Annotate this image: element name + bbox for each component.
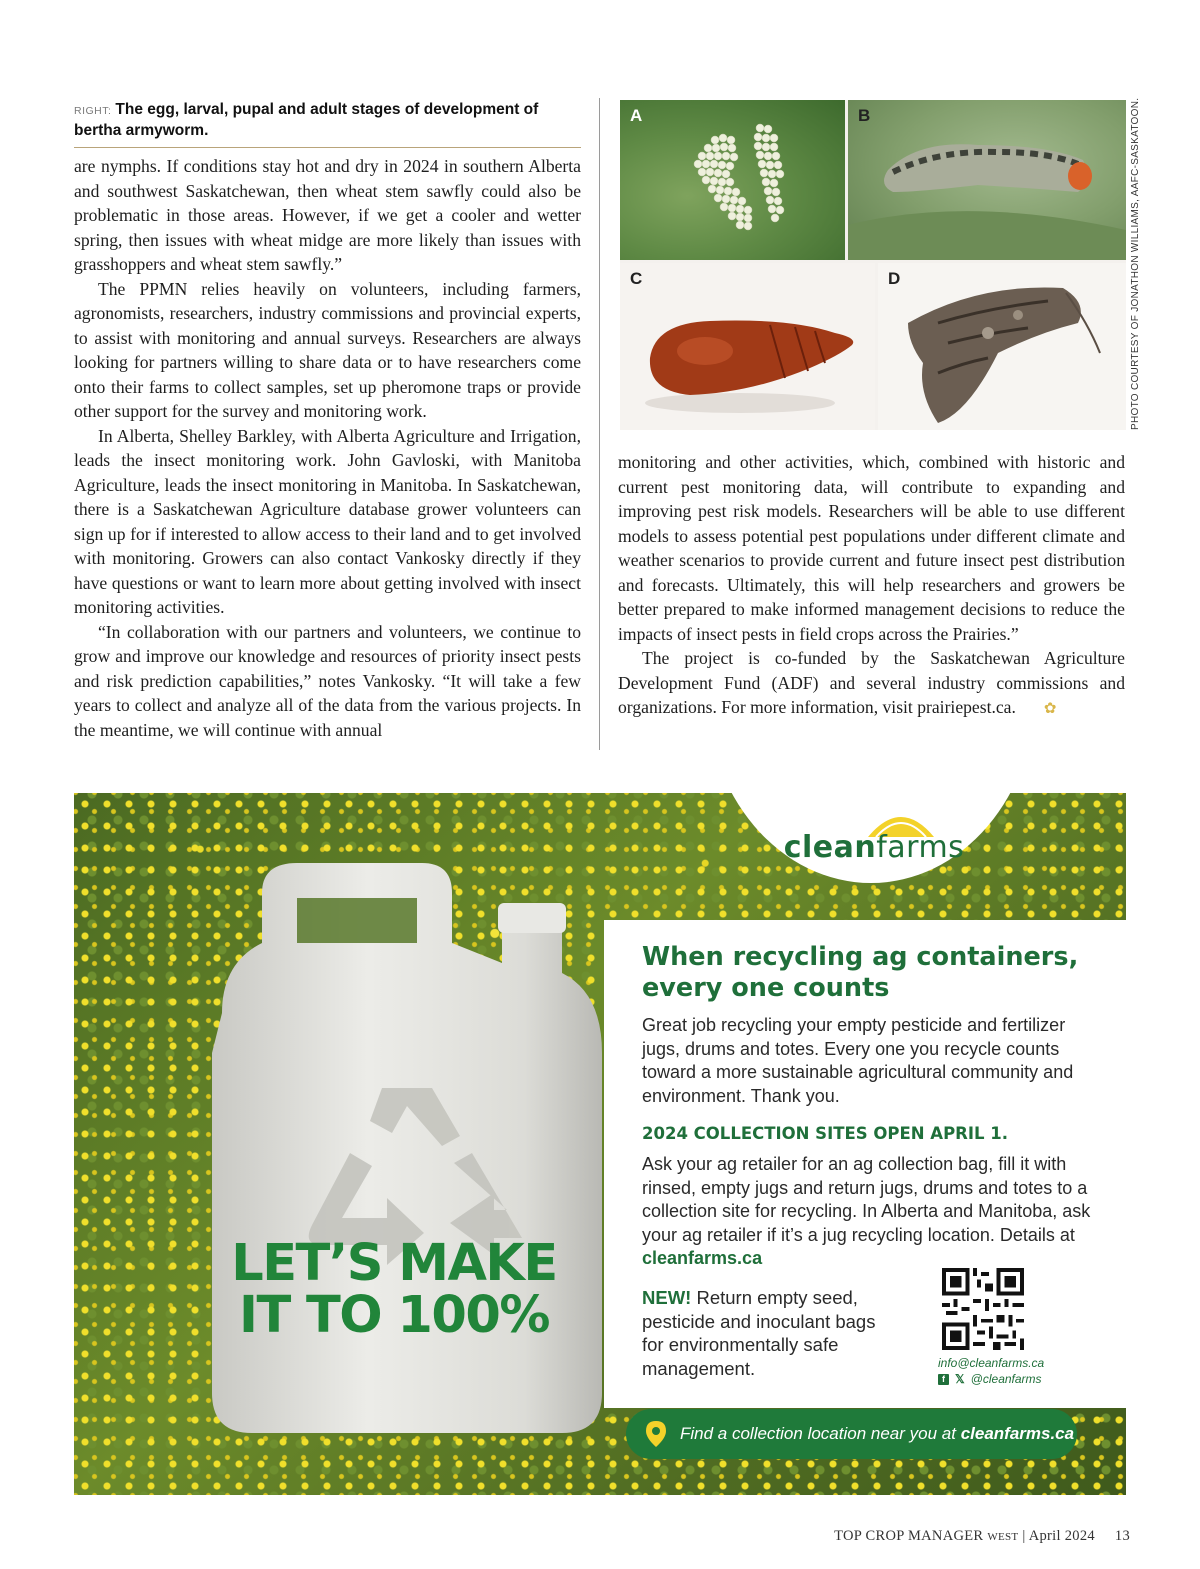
find-location-banner[interactable]: [626, 1409, 1077, 1459]
ad-body-2-text: Ask your ag retailer for an ag collection bag, fill it with rinsed, empty jugs and return jugs, drums and totes to a collection site for recycling. In Alberta and Manitoba, ask your ag retailer if it’s a jug recycling location. Details at: [642, 1154, 1091, 1245]
paragraph: are nymphs. If conditions stay hot and dry in 2024 in southern Alberta and southwest Saskatchewan, then wheat stem sawfly could also be problematic in those areas. However, if we get a cooler and wetter spring, then issues with wheat midge are more likely than issues with grasshoppers and wheat stem sawfly.”: [74, 156, 581, 274]
cta-text: [680, 1424, 1074, 1444]
page-footer: [790, 1528, 1130, 1545]
eggs-illustration: [620, 100, 845, 260]
column-divider: [599, 98, 600, 750]
photo-moth: [878, 263, 1126, 430]
new-text: Return empty seed, pesticide and inoculant bags for environmentally safe management.: [642, 1287, 876, 1379]
new-label: NEW!: [642, 1287, 692, 1308]
ad-new-notice: [642, 1286, 882, 1380]
larva-illustration: [848, 100, 1126, 260]
ad-title: When recycling ag containers, every one counts: [642, 942, 1079, 1003]
photo-caption: [74, 100, 581, 148]
photo-label-b: B: [858, 106, 871, 125]
qr-code-icon[interactable]: [942, 1268, 1024, 1350]
article-left-column: [74, 100, 581, 742]
ad-body-link[interactable]: cleanfarms.ca: [642, 1248, 763, 1268]
photo-grid: [620, 100, 1126, 430]
cleanfarms-logo: [749, 830, 999, 865]
logo-part-farms: farms: [876, 830, 965, 865]
article-body-right: [618, 450, 1125, 722]
photo-label-c: C: [630, 269, 643, 288]
photo-eggs: [620, 100, 845, 260]
paragraph: “In collaboration with our partners and volunteers, we continue to grow and improve our knowledge and resources of priority insect pests and risk prediction capabilities,” notes Vankosky. “It will take a few years to collect and analyze all of the data from the various projects. In the meantime, we will continue with annual: [74, 621, 581, 740]
jug-illustration: [202, 853, 622, 1443]
contact-email[interactable]: info@cleanfarms.ca: [938, 1356, 1045, 1370]
paragraph: The project is co-funded by the Saskatchewan Agriculture Development Fund (ADF) and several industry commissions and organizations. For more information, visit prairiepest.ca.: [618, 648, 1125, 717]
headline-line-1: LET’S MAKE: [231, 1234, 557, 1293]
issue-date: April 2024: [1028, 1528, 1095, 1544]
facebook-icon[interactable]: f: [938, 1374, 949, 1385]
photo-credit: PHOTO COURTESY OF JONATHON WILLIAMS, AAFC-SASKATOON.: [1130, 97, 1141, 430]
x-icon[interactable]: 𝕏: [955, 1372, 965, 1386]
ad-info-panel: [604, 920, 1126, 1408]
paragraph: The PPMN relies heavily on volunteers, including farmers, agronomists, researchers, industry commissions and provincial experts, to assist with monitoring and annual surveys. Researchers are always looking for partners willing to share data or to have researchers come onto their farms to collect samples, set up pheromone traps or provide other support for the survey and monitoring work.: [74, 278, 581, 421]
cta-link[interactable]: cleanfarms.ca: [960, 1424, 1075, 1443]
footer-separator: |: [1022, 1528, 1026, 1544]
magazine-edition: WEST: [987, 1531, 1019, 1543]
paragraph: monitoring and other activities, which, combined with historic and current pest monitoring data, will contribute to expanding and improving pest risk models. Researchers will be able to use different models to assess potential pest populations under different climate and weather scenarios to provide current and future insect pest distribution and forecasts. Ultimately, this will help researchers and growers be better prepared to make informed management decisions to reduce the impacts of insect pests in field crops across the Prairies.”: [618, 452, 1125, 644]
cta-lead: Find a collection location near you at: [680, 1424, 956, 1443]
photo-label-d: D: [888, 269, 901, 288]
caption-text: The egg, larval, pupal and adult stages of development of bertha armyworm.: [74, 101, 539, 139]
paragraph: In Alberta, Shelley Barkley, with Alberta Agriculture and Irrigation, leads the insect monitoring work. John Gavloski, with Manitoba Agriculture, leads the insect monitoring in Manitoba. In Saskatchewan, there is a Saskatchewan Agriculture database grower volunteers can sign up for if interested to allow access to their land and to get involved with monitoring. Growers can also contact Vankosky directly if they have questions or want to learn more about getting involved with insect monitoring activities.: [74, 425, 581, 617]
article-right-column: [618, 450, 1125, 722]
magazine-name: TOP CROP MANAGER: [834, 1528, 984, 1544]
headline-line-2: IT TO 100%: [239, 1286, 549, 1345]
ad-body-2: [642, 1153, 1102, 1271]
ad-body-1: Great job recycling your empty pesticide and fertilizer jugs, drums and totes. Every one you recycle counts toward a more sustainable agricultural community and environment. Thank you.: [642, 1015, 1074, 1106]
moth-illustration: [878, 263, 1126, 430]
logo-part-clean: clean: [783, 830, 877, 865]
photo-label-a: A: [630, 106, 643, 125]
contact-social[interactable]: [938, 1372, 1098, 1386]
cleanfarms-advertisement: [74, 793, 1126, 1495]
social-handle[interactable]: @cleanfarms: [970, 1372, 1042, 1386]
caption-label: RIGHT:: [74, 105, 112, 117]
ad-headline: [194, 1234, 594, 1345]
end-leaf-icon: ✿: [1043, 701, 1057, 717]
page-number: 13: [1114, 1528, 1130, 1544]
location-pin-icon: [644, 1420, 668, 1448]
ad-subheading: 2024 COLLECTION SITES OPEN APRIL 1.: [642, 1124, 1009, 1143]
photo-larva: [848, 100, 1126, 260]
article-body-left: [74, 154, 581, 742]
photo-pupa: [620, 263, 875, 430]
pupa-illustration: [620, 263, 875, 430]
